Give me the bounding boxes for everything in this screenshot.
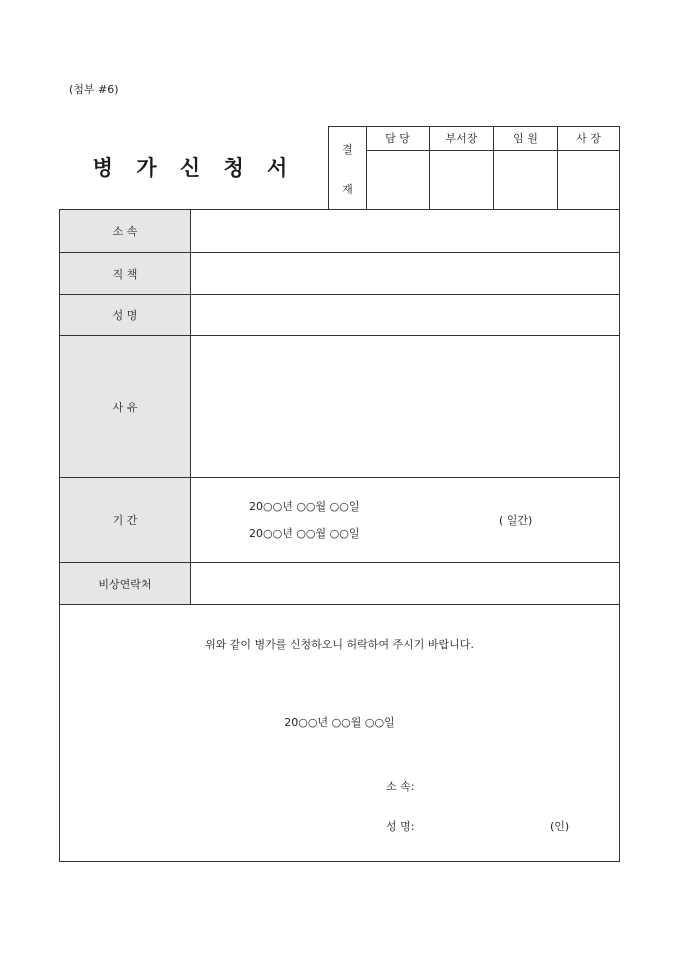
label-name: 성 명 (60, 295, 191, 335)
row-position (60, 253, 619, 295)
row-emergency (60, 563, 619, 605)
approval-header-executive: 임 원 (494, 127, 557, 151)
attachment-label: (첨부 #6) (69, 83, 119, 96)
approval-side-top: 결 (342, 143, 353, 156)
request-statement: 위와 같이 병가를 신청하오니 허락하여 주시기 바랍니다. (205, 638, 474, 651)
seal-mark: (인) (550, 820, 570, 833)
approval-header-dept-head: 부서장 (430, 127, 493, 151)
label-affiliation: 소 속 (60, 210, 191, 252)
approval-side-label (329, 127, 367, 210)
label-position: 직 책 (60, 253, 191, 294)
field-affiliation[interactable] (191, 210, 619, 252)
approval-col-dept-head (430, 127, 494, 210)
field-period[interactable] (191, 478, 619, 562)
label-reason: 사 유 (60, 336, 191, 477)
approval-col-president (558, 127, 619, 210)
label-period: 기 간 (60, 478, 191, 562)
application-form (59, 209, 620, 862)
field-emergency[interactable] (191, 563, 619, 604)
row-reason (60, 336, 619, 478)
approval-header-president: 사 장 (558, 127, 619, 151)
approval-side-bottom: 재 (342, 183, 353, 196)
approval-col-manager (366, 127, 430, 210)
row-period (60, 478, 619, 563)
approval-box (328, 126, 620, 210)
row-affiliation (60, 210, 619, 253)
request-date: 20○○년 ○○월 ○○일 (284, 716, 395, 729)
row-name (60, 295, 619, 336)
signature-name-label: 성 명: (386, 820, 415, 833)
field-position[interactable] (191, 253, 619, 294)
label-emergency: 비상연락처 (60, 563, 191, 604)
document-title: 병 가 신 청 서 (92, 156, 296, 180)
period-days: ( 일간) (499, 514, 533, 527)
signature-affiliation-label: 소 속: (386, 780, 415, 793)
period-end-date: 20○○년 ○○월 ○○일 (249, 527, 360, 540)
period-start-date: 20○○년 ○○월 ○○일 (249, 500, 360, 513)
field-reason[interactable] (191, 336, 619, 477)
field-name[interactable] (191, 295, 619, 335)
approval-header-manager: 담 당 (366, 127, 429, 151)
approval-col-executive (494, 127, 558, 210)
